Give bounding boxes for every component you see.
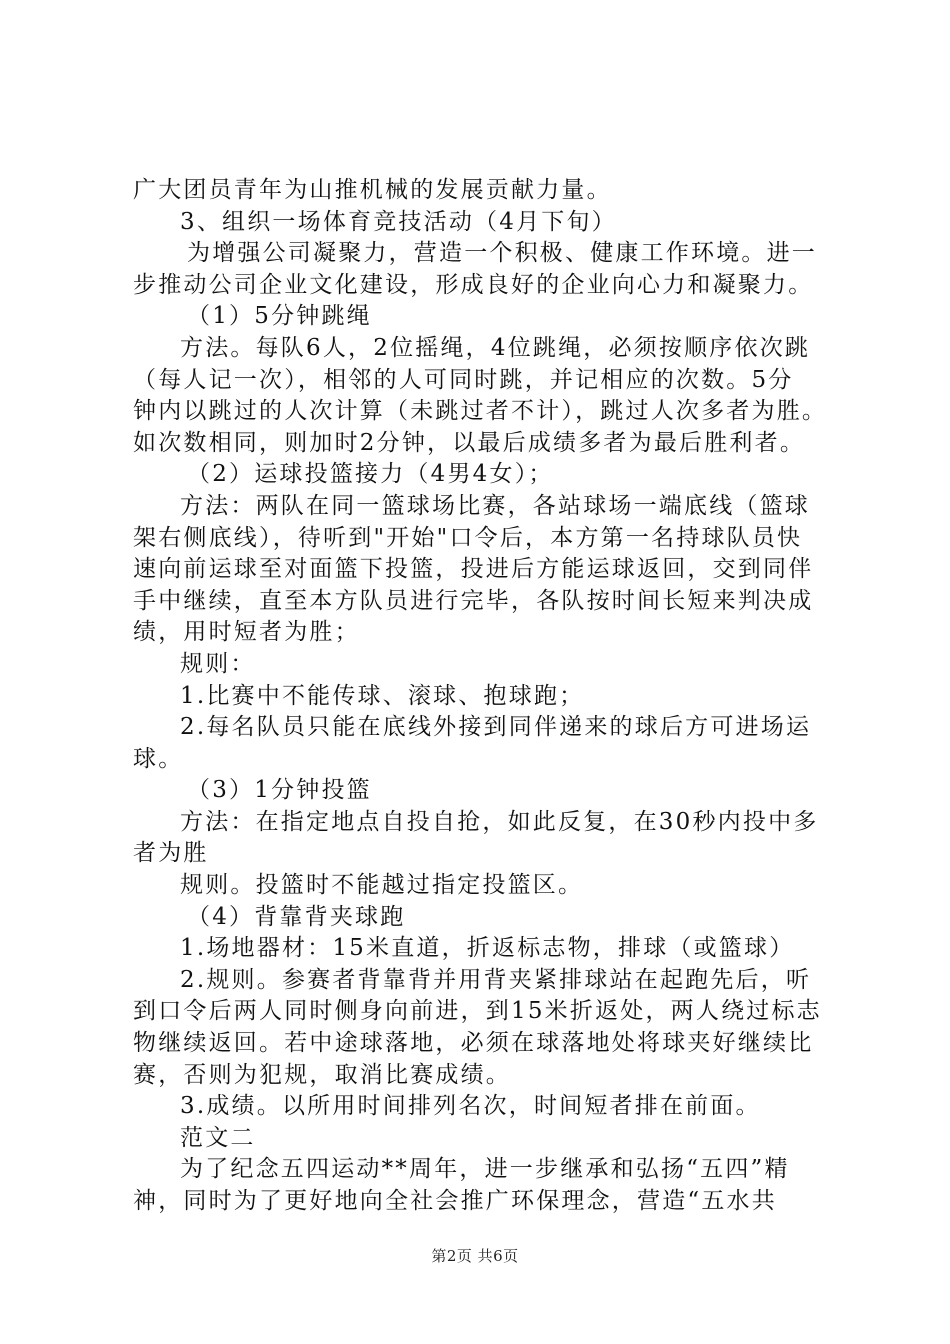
text-line: 方法：两队在同一篮球场比赛，各站球场一端底线（篮球 (180, 492, 810, 519)
text-line: 架右侧底线），待听到"开始"口令后，本方第一名持球队员快 (133, 524, 803, 551)
text-line: 1.比赛中不能传球、滚球、抱球跑； (180, 682, 585, 709)
text-line: 范文二 (180, 1124, 256, 1151)
text-line: 方法。每队6人，2位摇绳，4位跳绳，必须按顺序依次跳 (180, 334, 811, 361)
document-body (133, 175, 833, 1218)
text-line: 钟内以跳过的人次计算（未跳过者不计），跳过人次多者为胜。 (133, 398, 828, 425)
text-line: 为增强公司凝聚力，营造一个积极、健康工作环境。进一 (187, 240, 817, 267)
text-line: 者为胜 (133, 840, 209, 867)
text-line: 手中继续，直至本方队员进行完毕，各队按时间长短来判决成 (133, 587, 814, 614)
text-line: 3、组织一场体育竞技活动（4月下旬） (180, 208, 617, 235)
text-line: 2.每名队员只能在底线外接到同伴递来的球后方可进场运 (180, 714, 812, 741)
text-line: 步推动公司企业文化建设，形成良好的企业向心力和凝聚力。 (133, 271, 814, 298)
text-line: 1.场地器材：15米直道，折返标志物，排球（或篮球） (180, 935, 795, 962)
text-line: （3）1分钟投篮 (187, 777, 372, 804)
text-line: 2.规则。参赛者背靠背并用背夹紧排球站在起跑先后，听 (180, 966, 812, 993)
text-line: 为了纪念五四运动**周年，进一步继承和弘扬“五四”精 (180, 1156, 790, 1183)
text-line: 如次数相同，则加时2分钟，以最后成绩多者为最后胜利者。 (133, 429, 806, 456)
text-line: 广大团员青年为山推机械的发展贡献力量。 (133, 177, 612, 203)
text-line: 物继续返回。若中途球落地，必须在球落地处将球夹好继续比 (133, 1030, 814, 1057)
text-line: 赛，否则为犯规，取消比赛成绩。 (133, 1061, 511, 1088)
text-line: 方法：在指定地点自投自抢，如此反复，在30秒内投中多 (180, 808, 819, 835)
text-line: 神，同时为了更好地向全社会推广环保理念，营造“五水共 (133, 1188, 777, 1214)
page-footer: 第2页 共6页 (431, 1247, 519, 1265)
text-line: 速向前运球至对面篮下投篮，投进后方能运球返回，交到同伴 (133, 556, 814, 583)
text-line: （每人记一次），相邻的人可同时跳，并记相应的次数。5分 (133, 366, 794, 393)
text-line: 到口令后两人同时侧身向前进，到15米折返处，两人绕过标志 (133, 998, 822, 1025)
text-line: 3.成绩。以所用时间排列名次，时间短者排在前面。 (180, 1093, 761, 1120)
text-line: 绩，用时短者为胜； (133, 619, 360, 646)
text-line: 球。 (133, 745, 184, 772)
text-line: 规则。投篮时不能越过指定投篮区。 (180, 872, 584, 899)
text-line: （2）运球投篮接力（4男4女）； (187, 461, 554, 488)
text-line: （4）背靠背夹球跑 (187, 903, 406, 930)
text-line: （1）5分钟跳绳 (187, 303, 372, 330)
text-line: 规则： (180, 650, 256, 677)
